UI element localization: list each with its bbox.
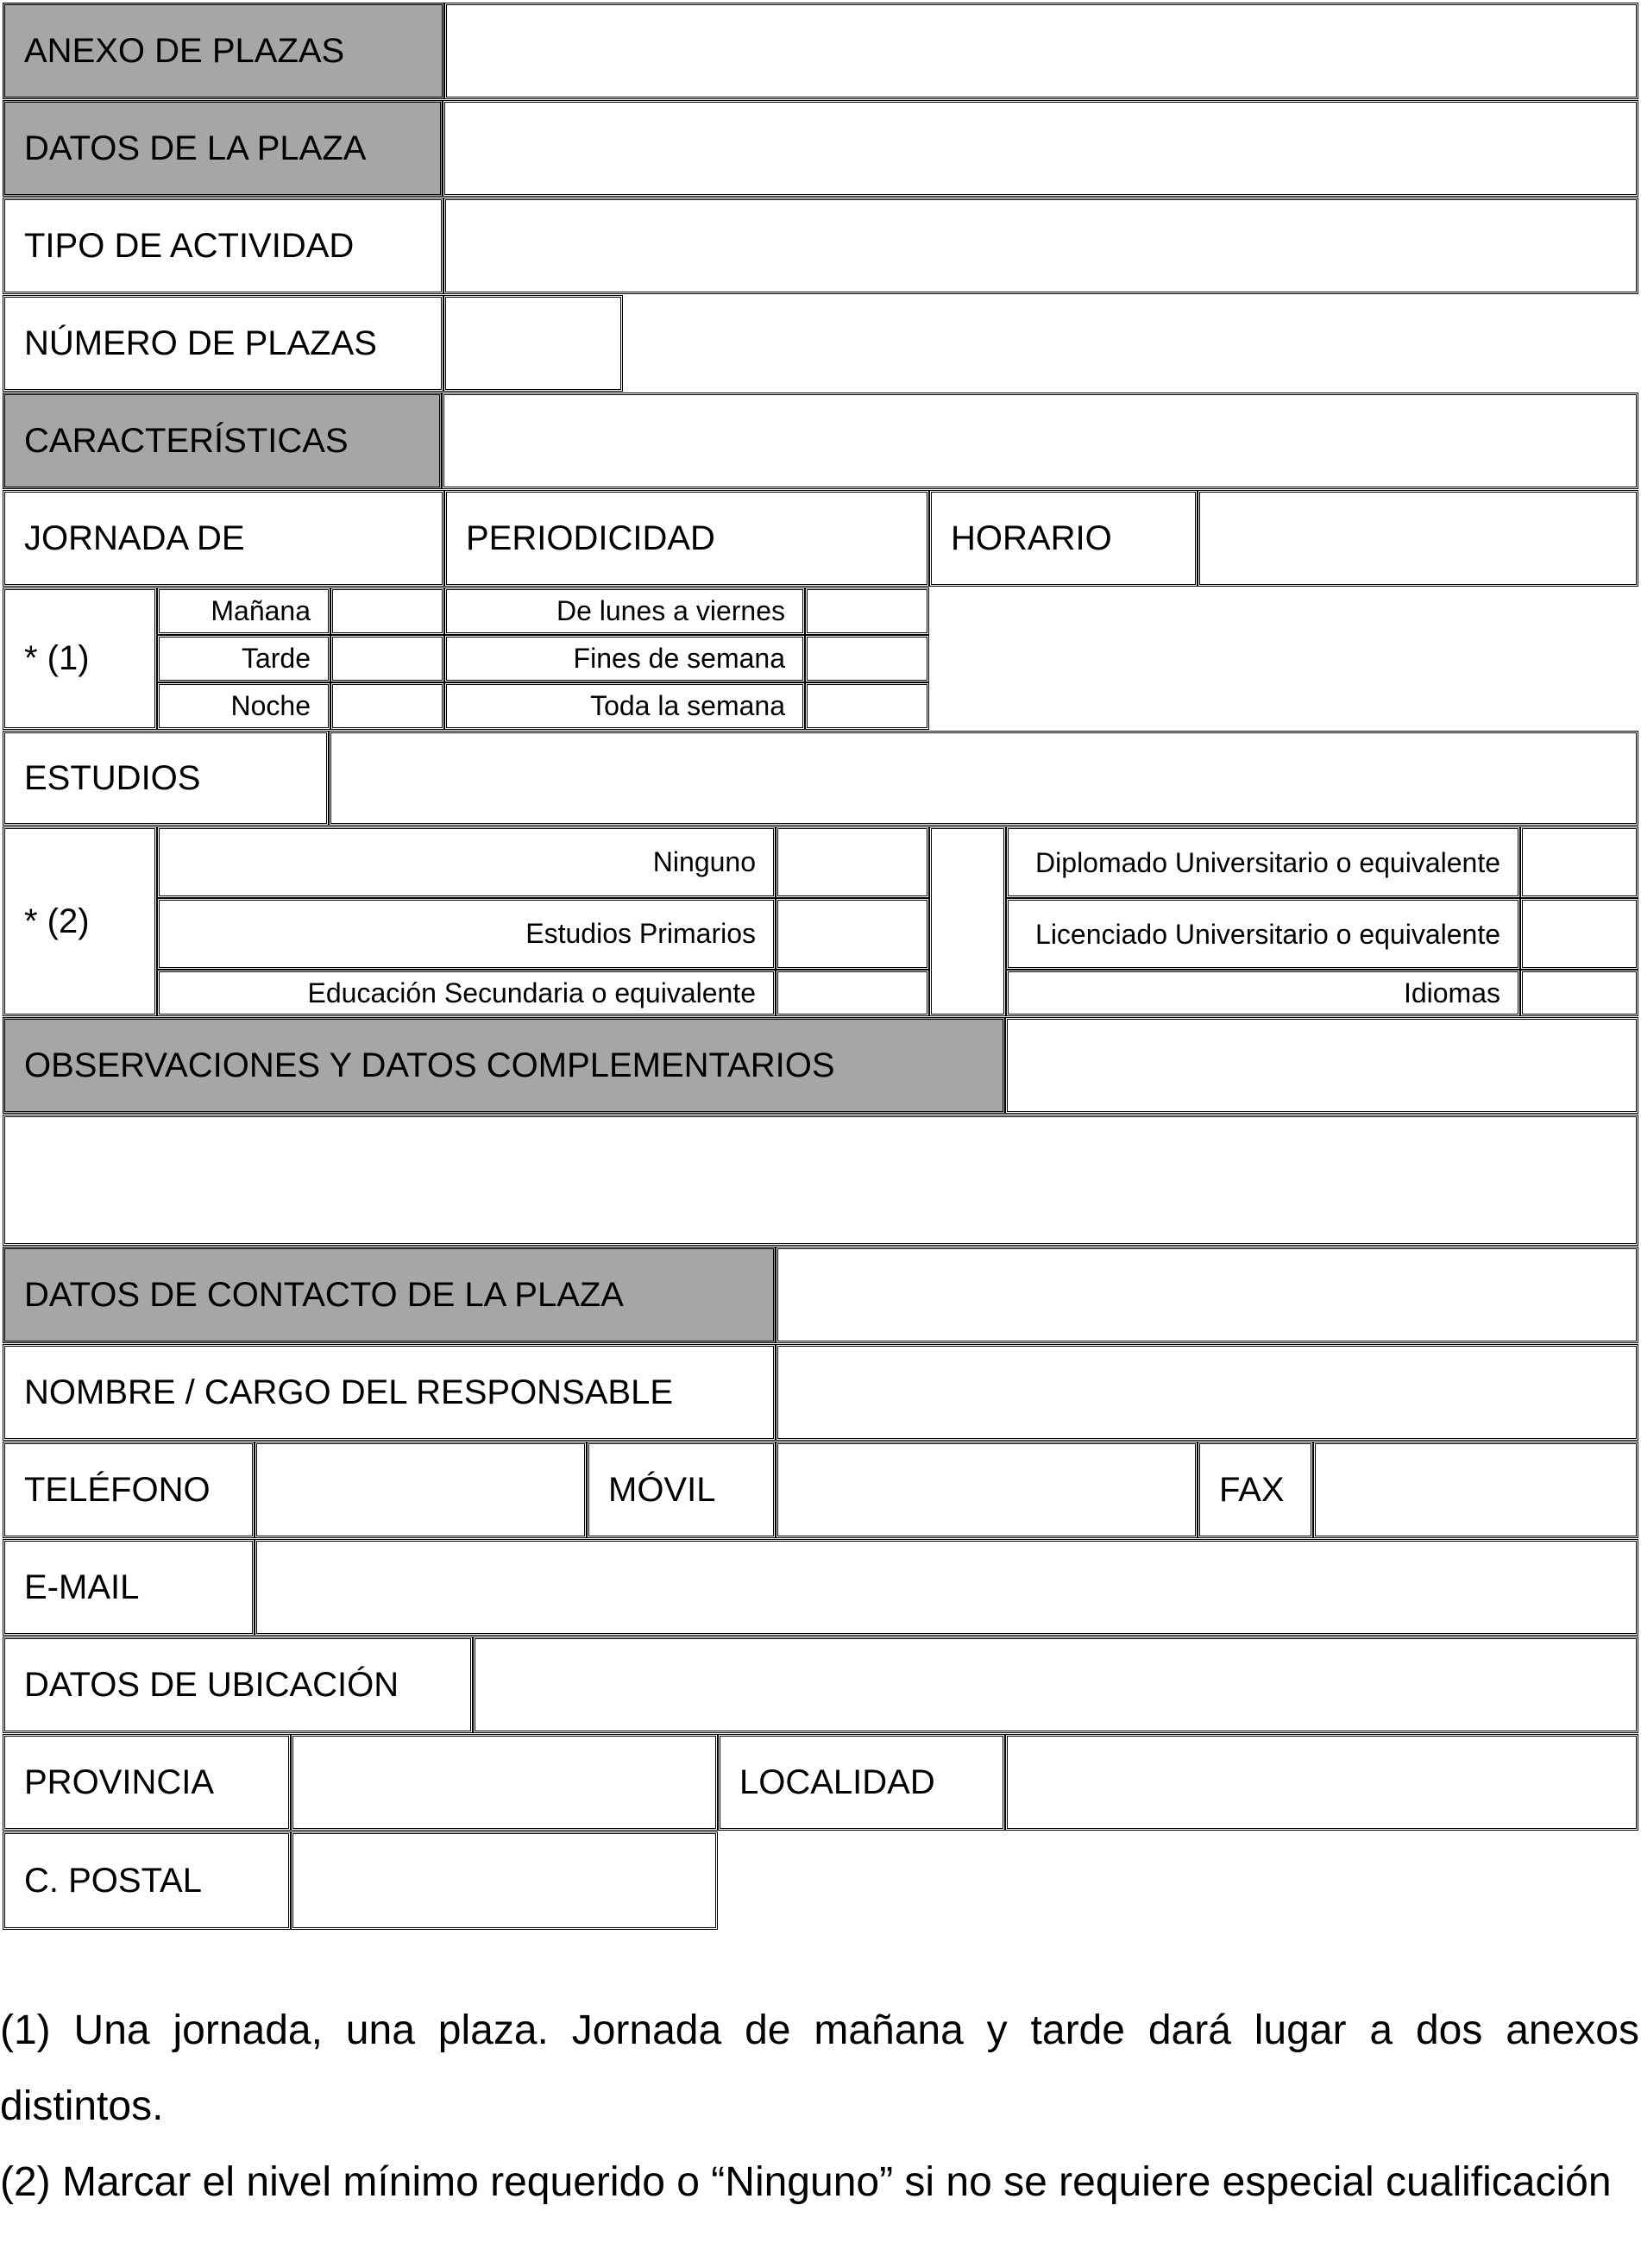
estudios-checkbox-licenciado[interactable] (1520, 898, 1638, 970)
shift-label-noche: Noche (157, 682, 330, 730)
estudios-checkbox-idiomas[interactable] (1520, 970, 1638, 1016)
numero-plazas-label: NÚMERO DE PLAZAS (3, 295, 443, 392)
localidad-label: LOCALIDAD (718, 1734, 1005, 1831)
movil-label: MÓVIL (587, 1442, 776, 1538)
period-label-toda-semana: Toda la semana (444, 682, 805, 730)
contacto-field[interactable] (776, 1247, 1638, 1343)
contacto-header: DATOS DE CONTACTO DE LA PLAZA (3, 1247, 776, 1343)
estudios-checkbox-secundaria[interactable] (776, 970, 929, 1016)
observaciones-header: OBSERVACIONES Y DATOS COMPLEMENTARIOS (3, 1017, 1005, 1114)
responsable-label: NOMBRE / CARGO DEL RESPONSABLE (3, 1344, 776, 1441)
shift-label-manana: Mañana (157, 587, 330, 635)
footnote-1: (1) Una jornada, una plaza. Jornada de mañana y tarde dará lugar a dos anexos distintos. (0, 2007, 1639, 2129)
period-label-lunes-viernes: De lunes a viernes (444, 587, 805, 635)
ubicacion-field[interactable] (473, 1637, 1638, 1733)
caracteristicas-field[interactable] (442, 393, 1638, 489)
estudios-label-idiomas: Idiomas (1006, 970, 1520, 1016)
shift-checkbox-tarde[interactable] (330, 635, 444, 682)
fax-label: FAX (1198, 1442, 1313, 1538)
estudios-label: ESTUDIOS (3, 731, 329, 826)
shift-label-tarde: Tarde (157, 635, 330, 682)
provincia-label: PROVINCIA (3, 1734, 291, 1831)
estudios-label-ninguno: Ninguno (157, 826, 776, 898)
numero-plazas-field[interactable] (443, 295, 623, 392)
email-label: E-MAIL (3, 1539, 255, 1636)
estudios-checkbox-primarios[interactable] (776, 898, 929, 970)
jornada-label: JORNADA DE (3, 490, 444, 587)
estudios-label-secundaria: Educación Secundaria o equivalente (157, 970, 776, 1016)
cpostal-field[interactable] (291, 1831, 718, 1930)
estudios-label-licenciado: Licenciado Universitario o equivalente (1006, 898, 1520, 970)
anexo-plazas-header: ANEXO DE PLAZAS (3, 3, 444, 99)
period-checkbox-fines-semana[interactable] (805, 635, 929, 682)
tipo-actividad-label: TIPO DE ACTIVIDAD (3, 198, 443, 294)
localidad-field[interactable] (1005, 1734, 1638, 1831)
estudios-checkbox-ninguno[interactable] (776, 826, 929, 898)
note-2-mark: * (2) (3, 826, 157, 1016)
estudios-field[interactable] (329, 731, 1638, 826)
provincia-field[interactable] (291, 1734, 718, 1831)
cpostal-label: C. POSTAL (3, 1831, 291, 1930)
datos-plaza-field[interactable] (443, 100, 1638, 197)
estudios-label-diplomado: Diplomado Universitario o equivalente (1006, 826, 1520, 898)
fax-field[interactable] (1313, 1442, 1638, 1538)
telefono-field[interactable] (255, 1442, 587, 1538)
shift-checkbox-noche[interactable] (330, 682, 444, 730)
note-1-mark: * (1) (3, 587, 157, 730)
estudios-checkbox-diplomado[interactable] (1520, 826, 1638, 898)
estudios-spacer (929, 826, 1006, 1016)
observaciones-textarea[interactable] (3, 1115, 1638, 1246)
period-checkbox-lunes-viernes[interactable] (805, 587, 929, 635)
horario-label: HORARIO (929, 490, 1198, 587)
movil-field[interactable] (776, 1442, 1198, 1538)
observaciones-side-field[interactable] (1005, 1017, 1638, 1114)
tipo-actividad-field[interactable] (443, 198, 1638, 294)
anexo-plazas-field[interactable] (444, 3, 1638, 99)
period-checkbox-toda-semana[interactable] (805, 682, 929, 730)
estudios-label-primarios: Estudios Primarios (157, 898, 776, 970)
ubicacion-label: DATOS DE UBICACIÓN (3, 1637, 473, 1733)
datos-plaza-header: DATOS DE LA PLAZA (3, 100, 443, 197)
email-field[interactable] (255, 1539, 1638, 1636)
responsable-field[interactable] (776, 1344, 1638, 1441)
footnotes (0, 1993, 1639, 2221)
footnote-2: (2) Marcar el nivel mínimo requerido o “Ninguno” si no se requiere especial cualificación (0, 2159, 1612, 2205)
periodicidad-label: PERIODICIDAD (444, 490, 929, 587)
caracteristicas-header: CARACTERÍSTICAS (3, 393, 442, 489)
horario-field[interactable] (1198, 490, 1638, 587)
shift-checkbox-manana[interactable] (330, 587, 444, 635)
telefono-label: TELÉFONO (3, 1442, 255, 1538)
period-label-fines-semana: Fines de semana (444, 635, 805, 682)
